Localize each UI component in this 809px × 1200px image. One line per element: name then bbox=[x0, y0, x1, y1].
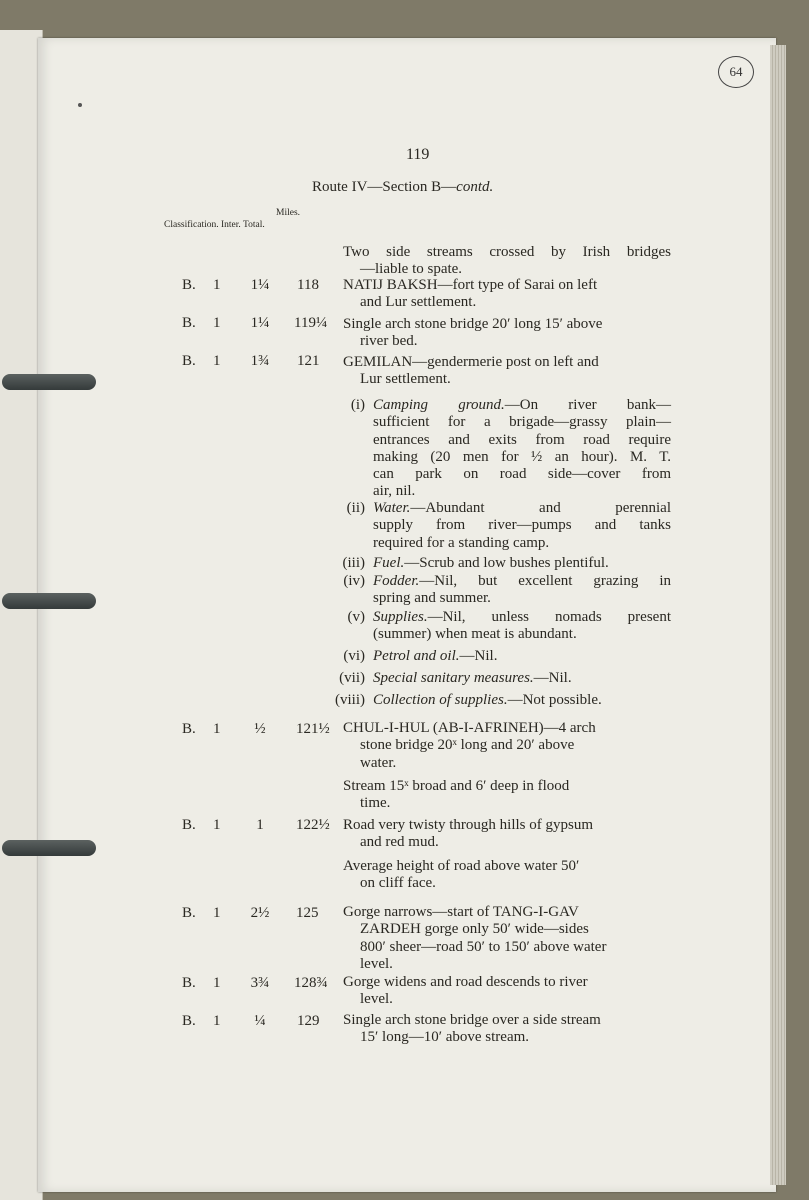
entry-description: Gorge widens and road descends to river level. bbox=[343, 974, 588, 1008]
folio-stamp: 64 bbox=[718, 56, 754, 88]
classification: B. bbox=[182, 817, 196, 833]
classification: B. bbox=[182, 905, 196, 921]
entry-description: GEMILAN—gendermerie post on left and Lur settlement. bbox=[343, 354, 599, 388]
classification: B. bbox=[182, 721, 196, 737]
note-road-height: Average height of road above water 50′ on cliff face. bbox=[343, 858, 580, 892]
classification-number: 1 bbox=[213, 315, 221, 331]
classification-number: 1 bbox=[213, 905, 221, 921]
miles-header: Miles. bbox=[276, 208, 301, 218]
total-miles: 128¾ bbox=[294, 975, 328, 991]
inter-miles: ¼ bbox=[254, 1013, 266, 1029]
total-miles: 129 bbox=[297, 1013, 320, 1029]
classification: B. bbox=[182, 975, 196, 991]
entry-description: Gorge narrows—start of TANG-I-GAV ZARDEH gorge only 50′ wide—sides 800′ sheer—road 50′ to 150′ above water level. bbox=[343, 904, 607, 972]
classification-number: 1 bbox=[213, 817, 221, 833]
page-edges bbox=[770, 45, 786, 1185]
classification: B. bbox=[182, 277, 196, 293]
total-miles: 118 bbox=[297, 277, 319, 293]
entry-description: CHUL-I-HUL (AB-I-AFRINEH)—4 arch stone bridge 20ˣ long and 20′ above water. bbox=[343, 720, 596, 771]
inter-miles: 1¼ bbox=[250, 277, 270, 293]
inter-miles: 1¼ bbox=[250, 315, 270, 331]
classification-number: 1 bbox=[213, 277, 221, 293]
classification-number: 1 bbox=[213, 975, 221, 991]
classification-number: 1 bbox=[213, 721, 221, 737]
intro-text: Two side streams crossed by Irish bridges —liable to spate. bbox=[343, 244, 671, 278]
binding-thread bbox=[2, 840, 96, 856]
classification: B. bbox=[182, 315, 196, 331]
note-stream: Stream 15ˣ broad and 6′ deep in flood time. bbox=[343, 778, 570, 812]
entry-description: NATIJ BAKSH—fort type of Sarai on left and Lur settlement. bbox=[343, 277, 598, 311]
ink-dot bbox=[78, 103, 82, 107]
classification: B. bbox=[182, 353, 196, 369]
binding-thread bbox=[2, 374, 96, 390]
total-miles: 121½ bbox=[296, 721, 330, 737]
total-miles: 122½ bbox=[296, 817, 330, 833]
binding-thread bbox=[2, 593, 96, 609]
classification-number: 1 bbox=[213, 353, 221, 369]
page-number: 119 bbox=[406, 146, 430, 163]
inter-miles: 2½ bbox=[250, 905, 270, 921]
section-title: Route IV—Section B—contd. bbox=[312, 179, 494, 195]
inter-miles: 1 bbox=[256, 817, 264, 833]
classification: B. bbox=[182, 1013, 196, 1029]
total-miles: 121 bbox=[297, 353, 320, 369]
column-headers: Classification. Inter. Total. bbox=[164, 220, 265, 230]
entry-description: Single arch stone bridge 20′ long 15′ above river bed. bbox=[343, 316, 603, 350]
inter-miles: 3¾ bbox=[250, 975, 270, 991]
total-miles: 125 bbox=[296, 905, 319, 921]
inter-miles: ½ bbox=[254, 721, 266, 737]
classification-number: 1 bbox=[213, 1013, 221, 1029]
inter-miles: 1¾ bbox=[250, 353, 270, 369]
total-miles: 119¼ bbox=[294, 315, 328, 331]
entry-description: Single arch stone bridge over a side stream 15′ long—10′ above stream. bbox=[343, 1012, 601, 1046]
book-spine bbox=[0, 30, 43, 1200]
entry-description: Road very twisty through hills of gypsum and red mud. bbox=[343, 817, 593, 851]
